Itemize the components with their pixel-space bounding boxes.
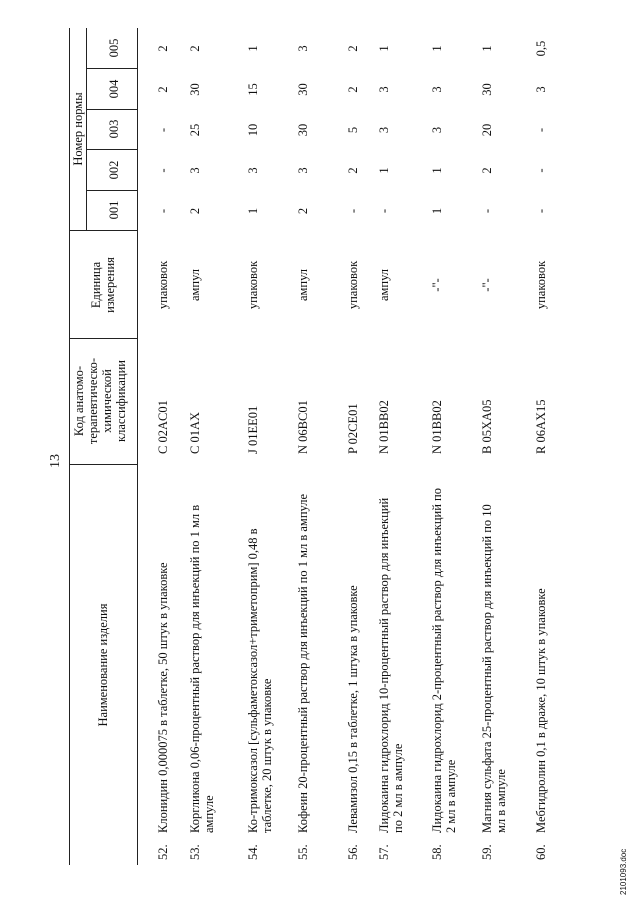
row-55-n3: 30 (296, 123, 310, 137)
row-57-number: 57. (377, 844, 391, 860)
row-55-code: N 06BC01 (296, 400, 310, 454)
row-60-unit: упаковок (534, 260, 548, 310)
row-54-number: 54. (246, 844, 260, 860)
row-53-number: 53. (188, 844, 202, 860)
row-52-n2: - (156, 168, 170, 173)
row-52-name: Клонидин 0,000075 в таблетке, 50 штук в упаковке (156, 562, 170, 833)
row-59-n1: - (480, 208, 494, 214)
row-58-n3: 3 (430, 126, 444, 134)
row-59-name: Магния сульфата 25-процентный раствор для инъекций по 10 мл в ампуле (480, 504, 508, 833)
row-57-n3: 3 (377, 126, 391, 134)
row-58-n2: 1 (430, 167, 444, 174)
row-53-n5: 2 (188, 45, 202, 52)
row-56-name: Левамизол 0,15 в таблетке, 1 штука в упаковке (346, 585, 360, 833)
header-norm-group: Номер нормы (71, 92, 85, 166)
table-header-rule (137, 28, 138, 865)
divider-code-unit (69, 338, 138, 339)
header-unit: Единица измерения (89, 257, 117, 313)
row-54-name: Ко-тримоксазол [сульфаметоксазол+триметоприм] 0,48 в таблетке, 20 штук в упаковке (246, 528, 274, 833)
row-57-code: N 01BB02 (377, 400, 391, 454)
row-59-unit: -"- (480, 278, 494, 292)
divider-name-code (69, 464, 138, 465)
row-53-n1: 2 (188, 207, 202, 215)
row-53-name: Коргликона 0,06-процентный раствор для инъекций по 1 мл в ампуле (188, 504, 216, 833)
row-58-number: 58. (430, 844, 444, 860)
row-55-n1: 2 (296, 207, 310, 215)
row-53-code: C 01AX (188, 411, 202, 454)
norm-group-rule (86, 28, 87, 231)
row-57-n5: 1 (377, 45, 391, 52)
row-55-unit: ампул (296, 268, 310, 302)
row-53-n2: 3 (188, 167, 202, 174)
row-59-code: B 05XA05 (480, 399, 494, 454)
row-59-number: 59. (480, 844, 494, 860)
row-57-n1: - (377, 208, 391, 214)
header-code: Код анатомо-терапевтическо-химической классификации (72, 357, 128, 445)
row-53-unit: ампул (188, 268, 202, 302)
row-55-number: 55. (296, 844, 310, 860)
page-number: 13 (48, 454, 63, 468)
row-52-n4: 2 (156, 86, 170, 93)
row-54-unit: упаковок (246, 260, 260, 310)
row-52-code: C 02AC01 (156, 400, 170, 454)
row-55-n4: 30 (296, 83, 310, 96)
row-52-n3: - (156, 127, 170, 133)
header-norm-002: 002 (107, 160, 121, 180)
row-58-code: N 01BB02 (430, 400, 444, 454)
row-56-n2: 2 (346, 167, 360, 174)
row-56-code: P 02CE01 (346, 403, 360, 454)
header-norm-001: 001 (107, 200, 121, 220)
row-56-n3: 5 (346, 126, 360, 134)
row-60-n1: - (534, 208, 548, 214)
row-56-number: 56. (346, 844, 360, 860)
header-norm-004: 004 (107, 79, 121, 99)
row-58-n1: 1 (430, 207, 444, 215)
row-60-n3: - (534, 127, 548, 133)
row-52-unit: упаковок (156, 260, 170, 310)
row-52-n1: - (156, 208, 170, 214)
row-54-n4: 15 (246, 83, 260, 96)
row-56-n5: 2 (346, 45, 360, 52)
row-54-n1: 1 (246, 207, 260, 215)
row-52-number: 52. (156, 844, 170, 860)
divider-unit-norm (69, 230, 138, 231)
row-54-n5: 1 (246, 45, 260, 52)
row-58-name: Лидокаина гидрохлорид 2-процентный раствор для инъекций по 2 мл в ампуле (430, 487, 458, 833)
row-55-n5: 3 (296, 45, 310, 52)
row-60-name: Мебгидролин 0,1 в драже, 10 штук в упаковке (534, 588, 548, 833)
row-56-unit: упаковок (346, 260, 360, 310)
row-57-name: Лидокаина гидрохлорид 10-процентный раствор для инъекций по 2 мл в ампуле (377, 497, 405, 833)
row-58-unit: -"- (430, 278, 444, 292)
row-59-n5: 1 (480, 45, 494, 52)
row-54-n3: 10 (246, 123, 260, 137)
row-52-n5: 2 (156, 45, 170, 52)
row-56-n4: 2 (346, 86, 360, 93)
row-57-n2: 1 (377, 167, 391, 174)
row-59-n3: 20 (480, 123, 494, 137)
row-58-n5: 1 (430, 45, 444, 52)
row-59-n2: 2 (480, 167, 494, 174)
row-57-unit: ампул (377, 268, 391, 302)
header-norm-005: 005 (107, 38, 121, 58)
row-57-n4: 3 (377, 86, 391, 93)
row-58-n4: 3 (430, 86, 444, 93)
row-55-n2: 3 (296, 167, 310, 174)
row-60-n4: 3 (534, 86, 548, 93)
document-id: 2101093.doc (619, 848, 628, 895)
row-60-code: R 06AX15 (534, 399, 548, 454)
row-54-n2: 3 (246, 167, 260, 174)
header-norm-003: 003 (107, 119, 121, 139)
row-60-n5: 0,5 (534, 40, 548, 57)
row-53-n4: 30 (188, 83, 202, 96)
table-top-rule (69, 28, 70, 865)
row-59-n4: 30 (480, 83, 494, 96)
row-60-n2: - (534, 168, 548, 173)
row-53-n3: 25 (188, 123, 202, 137)
row-56-n1: - (346, 208, 360, 214)
row-54-code: J 01EE01 (246, 405, 260, 454)
header-name: Наименование изделия (96, 603, 110, 727)
row-60-number: 60. (534, 844, 548, 860)
row-55-name: Кофеин 20-процентный раствор для инъекций по 1 мл в ампуле (296, 493, 310, 833)
